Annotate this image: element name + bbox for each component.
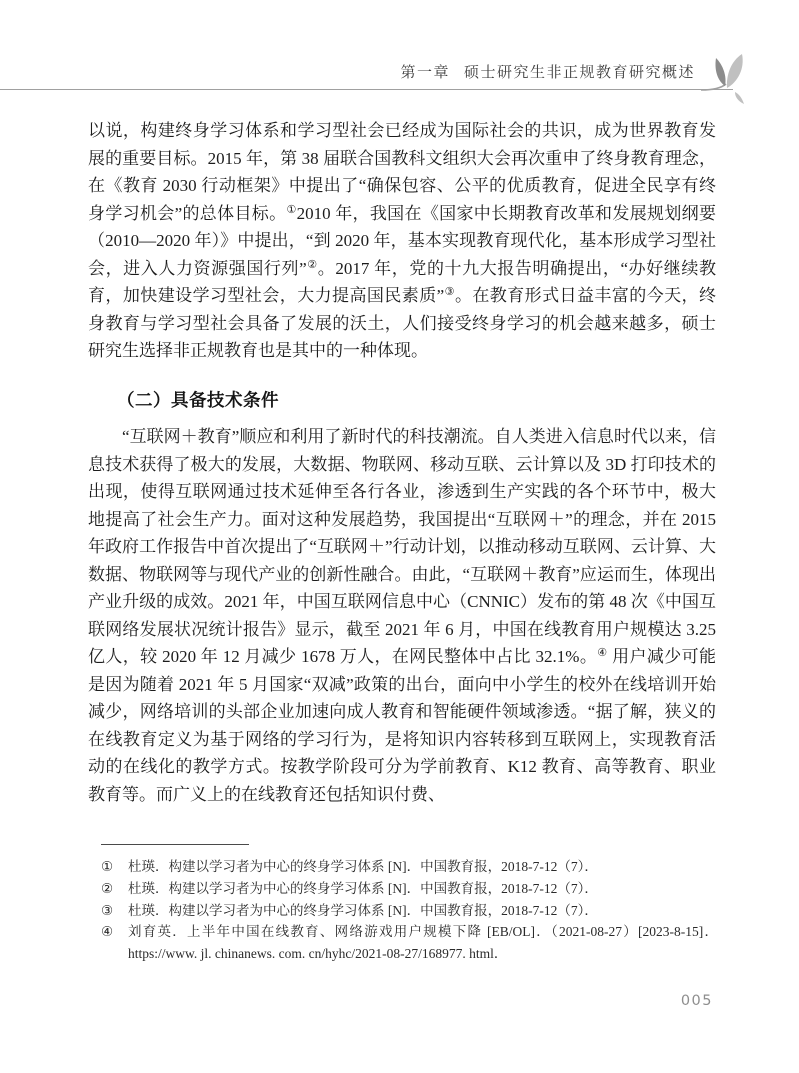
footnote-ref: ②	[306, 258, 318, 271]
page-number: 005	[680, 993, 713, 1009]
chapter-title: 硕士研究生非正规教育研究概述	[463, 65, 695, 81]
footnote-text: 刘育英．上半年中国在线教育、网络游戏用户规模下降 [EB/OL]．（2021-08-27）[2023-8-15]．https://www. jl. chinanews. com. cn/hyhc/2021-08-27/168977. html．	[128, 924, 718, 962]
section-heading: （二）具备技术条件	[117, 390, 279, 410]
paragraph-internet-education: “互联网＋教育”顺应和利用了新时代的科技潮流。自人类进入信息时代以来，信息技术获得了极大的发展，大数据、物联网、移动互联、云计算以及 3D 打印技术的出现，使得互联网通过技术延伸至各行各业，渗透到生产实践的各个环节中，极大地提高了社会生产力。面对这种发展趋势，我国提出“互联网＋”的理念，并在 2015 年政府工作报告中首次提出了“互联网＋”行动计划，以推动移动互联网、云计算、大数据、物联网等与现代产业的创新性融合。由此，“互联网＋教育”应运而生，体现出产业升级的成效。2021 年，中国互联网信息中心（CNNIC）发布的第 48 次《中国互联网络发展状况统计报告》显示，截至 2021 年 6 月，中国在线教育用户规模达 3.25 亿人，较 2020 年 12 月减少 1678 万人，在网民整体中占比 32.1%。④ 用户减少可能是因为随着 2021 年 5 月国家“双减”政策的出台，面向中小学生的校外在线培训开始减少，网络培训的头部企业加速向成人教育和智能硬件领域渗透。“据了解，狭义的在线教育定义为基于网络的学习行为，是将知识内容转移到互联网上，实现教育活动的在线化的教学方式。按教学阶段可分为学前教育、K12 教育、高等教育、职业教育等。而广义上的在线教育还包括知识付费、	[88, 427, 716, 804]
footnote-item	[88, 900, 718, 922]
header-rule	[0, 89, 733, 90]
chapter-label: 第一章	[400, 65, 450, 81]
footnote-section	[88, 844, 718, 965]
footnote-text: 杜瑛．构建以学习者为中心的终身学习体系 [N]．中国教育报，2018-7-12（7）．	[128, 859, 598, 874]
running-head	[0, 61, 695, 82]
footnote-item	[88, 878, 718, 900]
paragraph-lifelong-learning: 以说，构建终身学习体系和学习型社会已经成为国际社会的共识，成为世界教育发展的重要目标。2015 年，第 38 届联合国教科文组织大会再次重申了终身教育理念，在《教育 2030 行动框架》中提出了“确保包容、公平的优质教育，促进全民享有终身学习机会”的总体目标。①2010 年，我国在《国家中长期教育改革和发展规划纲要（2010—2020 年）》中提出，“到 2020 年，基本实现教育现代化，基本形成学习型社会，进入人力资源强国行列”②。2017 年，党的十九大报告明确提出，“办好继续教育，加快建设学习型社会，大力提高国民素质”③。在教育形式日益丰富的今天，终身教育与学习型社会具备了发展的沃土，人们接受终身学习的机会越来越多，硕士研究生选择非正规教育也是其中的一种体现。	[88, 121, 716, 360]
footnote-marker: ③	[101, 902, 114, 918]
footnote-item	[88, 856, 718, 878]
footnote-item	[88, 921, 718, 965]
footnote-text: 杜瑛．构建以学习者为中心的终身学习体系 [N]．中国教育报，2018-7-12（7）．	[128, 880, 598, 896]
footnote-ref: ③	[444, 286, 455, 298]
footnote-marker: ①	[101, 859, 114, 874]
footnote-marker: ④	[101, 924, 114, 940]
footnote-ref: ①	[286, 203, 297, 216]
leaf-sprout-icon	[699, 48, 755, 104]
footnote-text: 杜瑛．构建以学习者为中心的终身学习体系 [N]．中国教育报，2018-7-12（7）．	[128, 902, 598, 918]
footnote-divider	[101, 844, 249, 845]
footnote-ref: ④	[597, 647, 608, 659]
footnote-list	[88, 856, 718, 965]
footnote-marker: ②	[101, 880, 114, 896]
